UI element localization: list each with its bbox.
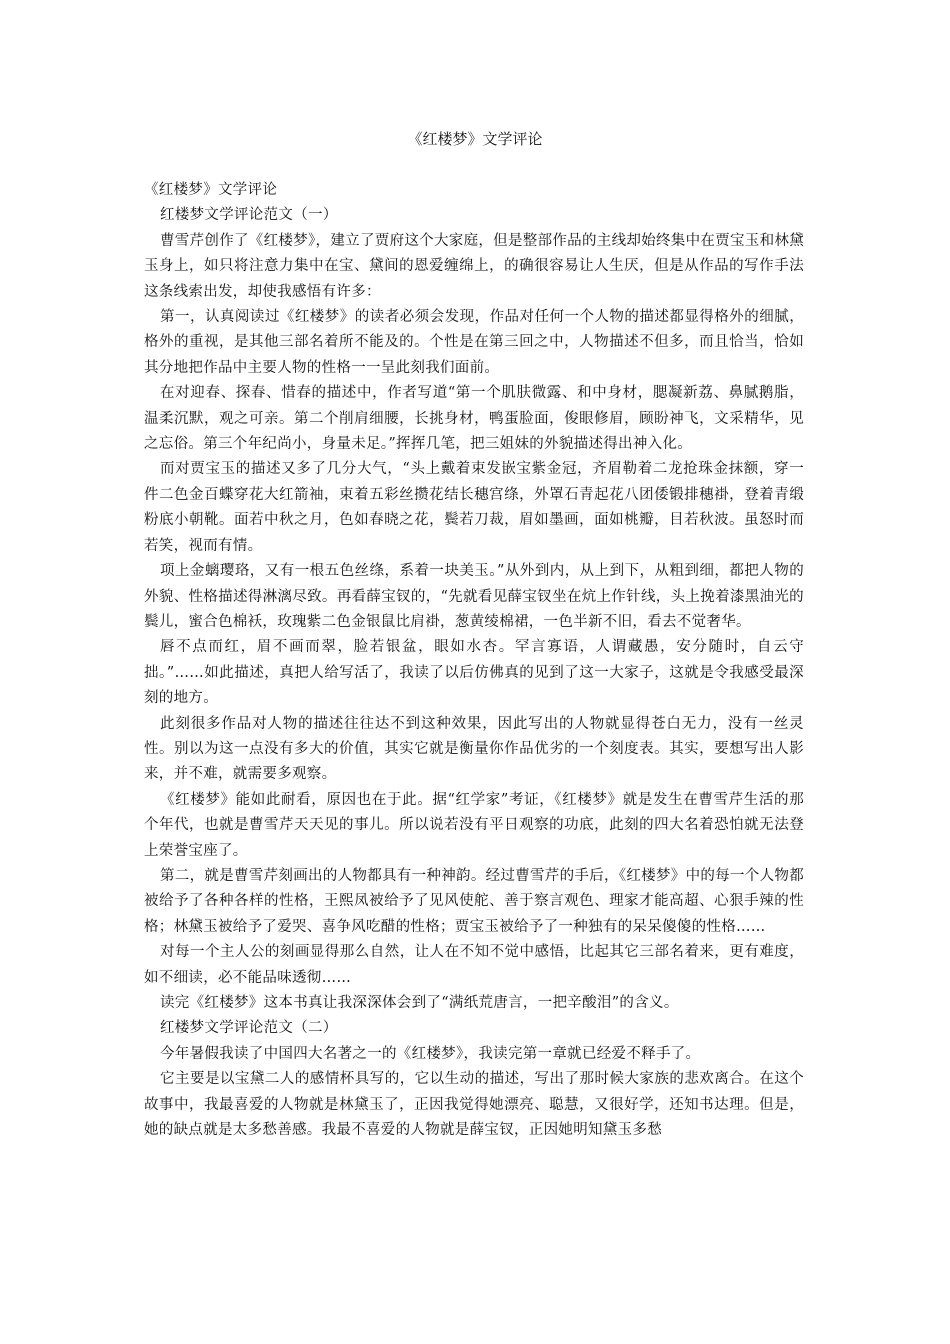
paragraph: 项上金螭璎珞，又有一根五色丝绦，系着一块美玉。”从外到内，从上到下，从粗到细，都把人物的外貌、性格描述得淋漓尽致。再看薛宝钗的，“先就看见薛宝钗坐在炕上作针线，头上挽着漆黑油光的鬓儿，蜜合色棉袄，玫瑰紫二色金银鼠比肩褂，葱黄绫棉裙，一色半新不旧，看去不觉奢华。 xyxy=(144,563,804,630)
paragraph: 唇不点而红，眉不画而翠，脸若银盆，眼如水杏。罕言寡语，人谓藏愚，安分随时，自云守拙。”……如此描述，真把人给写活了，我读了以后仿佛真的见到了这一大家子，这就是令我感受最深刻的地方。 xyxy=(144,639,804,707)
paragraph: 今年暑假我读了中国四大名著之一的《红楼梦》，我读完第一章就已经爱不释手了。 xyxy=(160,1045,701,1062)
paragraph: 在对迎春、探春、惜春的描述中，作者写道“第一个肌肤微露、和中身材，腮凝新荔、鼻腻鹅脂，温柔沉默，观之可亲。第二个削肩细腰，长挑身材，鸭蛋脸面，俊眼修眉，顾盼神飞，文采精华，见之忘俗。第三个年纪尚小，身量未足。”挥挥几笔，把三姐妹的外貌描述得出神入化。 xyxy=(144,385,804,453)
paragraph: 第二，就是曹雪芹刻画出的人物都具有一种神韵。经过曹雪芹的手后，《红楼梦》中的每一个人物都被给予了各种各样的性格，王熙凤被给予了见风使舵、善于察言观色、理家才能高超、心狠手辣的性格；林黛玉被给予了爱哭、喜争风吃醋的性格；贾宝玉被给予了一种独有的呆呆傻傻的性格…… xyxy=(144,867,804,935)
paragraph: 对每一个主人公的刻画显得那么自然，让人在不知不觉中感悟，比起其它三部名着来，更有难度，如不细读，必不能品味透彻…… xyxy=(144,944,804,986)
document-body xyxy=(144,178,804,1143)
paragraph: 《红楼梦》能如此耐看，原因也在于此。据“红学家”考证，《红楼梦》就是发生在曹雪芹生活的那个年代，也就是曹雪芹天天见的事儿。所以说若没有平日观察的功底，此刻的四大名着恐怕就无法登上荣誉宝座了。 xyxy=(144,791,804,859)
paragraph: 读完《红楼梦》这本书真让我深深体会到了“满纸荒唐言，一把辛酸泪”的含义。 xyxy=(160,995,679,1011)
paragraph: 此刻很多作品对人物的描述往往达不到这种效果，因此写出的人物就显得苍白无力，没有一丝灵性。别以为这一点没有多大的价值，其实它就是衡量你作品优劣的一个刻度表。其实，要想写出人影来，并不难，就需要多观察。 xyxy=(144,715,804,783)
paragraph: 红楼梦文学评论范文（二） xyxy=(160,1020,338,1037)
section-heading: 《红楼梦》文学评论 xyxy=(144,182,278,198)
paragraph: 第一，认真阅读过《红楼梦》的读者必须会发现，作品对任何一个人物的描述都显得格外的细腻，格外的重视，是其他三部名着所不能及的。个性是在第三回之中，人物描述不但多，而且恰当，恰如其分地把作品中主要人物的性格一一呈此刻我们面前。 xyxy=(144,309,804,376)
paragraph: 红楼梦文学评论范文（一） xyxy=(160,207,338,224)
paragraph: 它主要是以宝黛二人的感情杯具写的，它以生动的描述，写出了那时候大家族的悲欢离合。在这个故事中，我最喜爱的人物就是林黛玉了，正因我觉得她漂亮、聪慧，又很好学，还知书达理。但是，她的缺点就是太多愁善感。我最不喜爱的人物就是薛宝钗，正因她明知黛玉多愁 xyxy=(144,1071,804,1139)
document-title: 《红楼梦》文学评论 xyxy=(407,130,543,148)
paragraph: 而对贾宝玉的描述又多了几分大气，“头上戴着束发嵌宝紫金冠，齐眉勒着二龙抢珠金抹额，穿一件二色金百蝶穿花大红箭袖，束着五彩丝攒花结长穗宫绦，外罩石青起花八团倭锻排穗褂，登着青缎粉底小朝靴。面若中秋之月，色如春晓之花，鬓若刀裁，眉如墨画，面如桃瓣，目若秋波。虽怒时而若笑，视而有情。 xyxy=(144,461,804,554)
paragraph: 曹雪芹创作了《红楼梦》，建立了贾府这个大家庭，但是整部作品的主线却始终集中在贾宝玉和林黛玉身上，如只将注意力集中在宝、黛间的恩爱缠绵上，的确很容易让人生厌，但是从作品的写作手法这条线索出发，却使我感悟有许多： xyxy=(144,232,804,300)
